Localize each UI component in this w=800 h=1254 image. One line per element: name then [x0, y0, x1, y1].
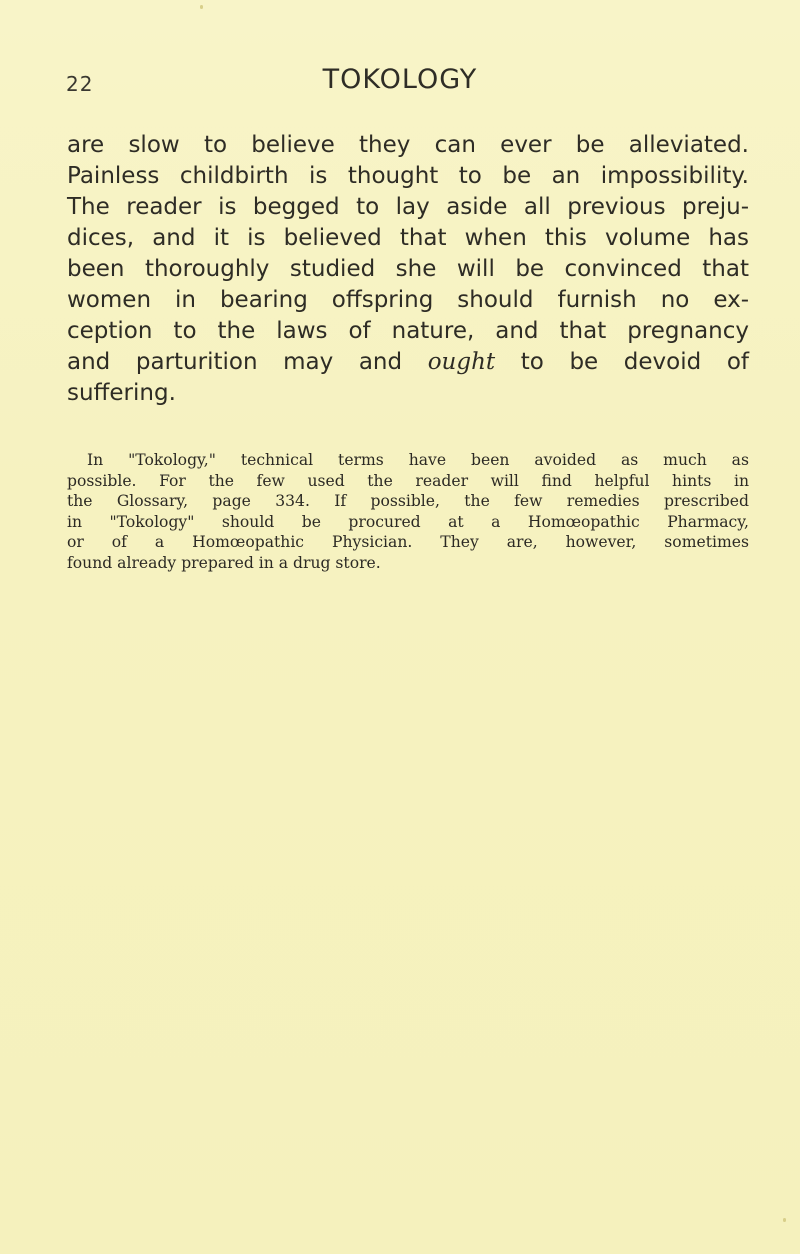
paper-speck — [783, 1218, 786, 1222]
paragraph-line: The reader is begged to lay aside all previous preju- — [67, 194, 749, 220]
running-title: TOKOLOGY — [322, 64, 478, 95]
note-line: found already prepared in a drug store. — [67, 553, 381, 572]
paragraph-line: are slow to believe they can ever be alleviated. — [67, 132, 749, 158]
paragraph-line: suffering. — [67, 380, 176, 406]
paragraph-line: dices, and it is believed that when this volume has — [67, 225, 749, 251]
note-line: the Glossary, page 334. If possible, the few remedies prescribed — [67, 492, 749, 510]
note-paragraph — [67, 450, 749, 573]
paragraph-line: Painless childbirth is thought to be an impossibility. — [67, 163, 749, 189]
paragraph-line: been thoroughly studied she will be convinced that — [67, 256, 749, 282]
line-text: and parturition may and — [67, 349, 428, 375]
paper-speck — [200, 5, 203, 9]
page-number: 22 — [66, 72, 94, 96]
note-line: or of a Homœopathic Physician. They are, however, sometimes — [67, 533, 749, 551]
emphasized-word: ought — [427, 349, 496, 375]
page-header — [0, 62, 800, 102]
main-paragraph — [67, 130, 749, 409]
paragraph-line-mixed — [67, 347, 749, 378]
note-line: In "Tokology," technical terms have been avoided as much as — [87, 451, 749, 469]
paragraph-line: ception to the laws of nature, and that pregnancy — [67, 318, 749, 344]
note-line: in "Tokology" should be procured at a Homœopathic Pharmacy, — [67, 512, 749, 531]
note-line: possible. For the few used the reader will find helpful hints in — [67, 471, 749, 490]
paragraph-line: women in bearing offspring should furnish no ex- — [67, 287, 749, 313]
line-text: to be devoid of — [495, 349, 749, 375]
